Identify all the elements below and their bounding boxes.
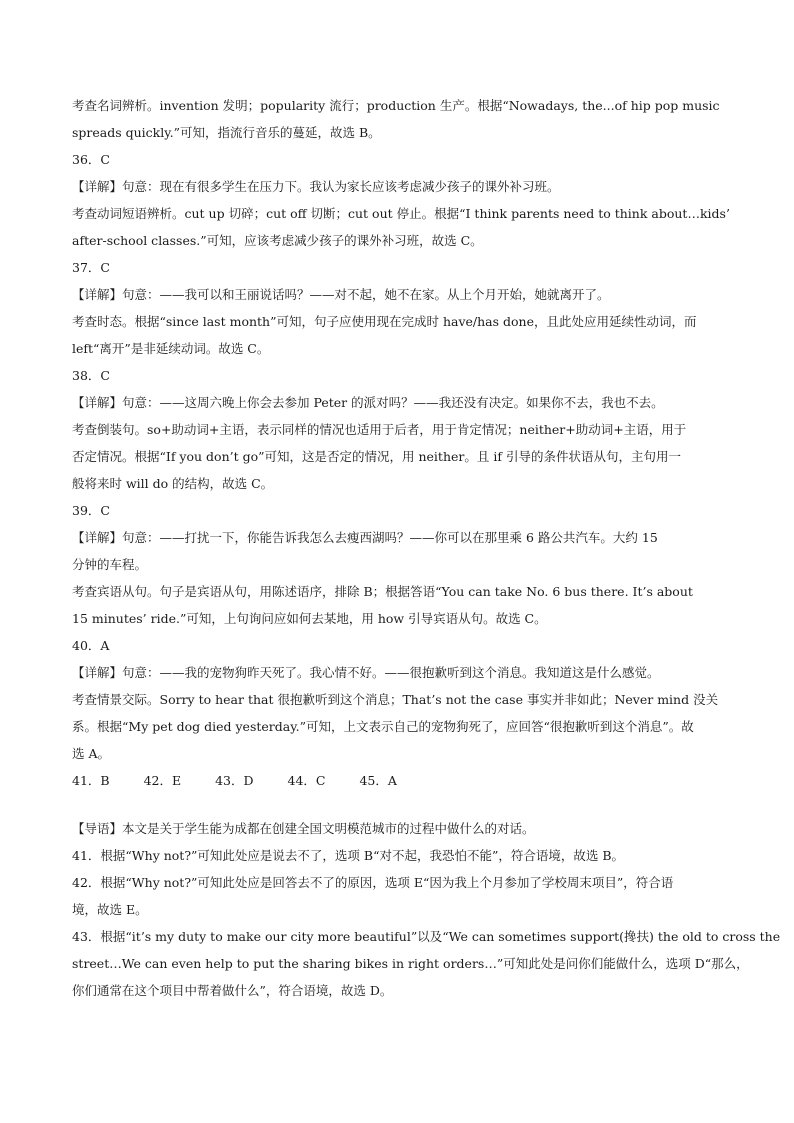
question-number: 38．C (72, 368, 110, 383)
text-line: 41．根据“Why not?”可知此处应是说去不了，选项 B“对不起，我恐怕不能”，符合语境，故选 B。 (72, 848, 625, 863)
text-line: 15 minutes’ ride.”可知，上句询问应如何去某地，用 how 引导宾语从句。故选 C。 (72, 611, 547, 626)
text-line: 否定情况。根据“If you don’t go”可知，这是否定的情况，用 neither。且 if 引导的条件状语从句，主句用一 (72, 449, 681, 464)
text-line: 考查倒装句。so+助动词+主语，表示同样的情况也适用于后者，用于肯定情况；neither+助动词+主语，用于 (72, 422, 687, 437)
text-line: 你们通常在这个项目中帮着做什么”，符合语境，故选 D。 (72, 983, 393, 998)
question-number: 36．C (72, 152, 110, 167)
text-line: 考查时态。根据“since last month”可知，句子应使用现在完成时 have/has done，且此处应用延续性动词，而 (72, 314, 697, 329)
answer-42: 42．E (143, 773, 182, 788)
answer-45: 45．A (359, 773, 397, 788)
text-line: left“离开”是非延续动词。故选 C。 (72, 341, 270, 356)
text-line: 考查动词短语辨析。cut up 切碎；cut off 切断；cut out 停止。根据“I think parents need to think about…kids’ (72, 206, 730, 221)
text-line: 考查宾语从句。句子是宾语从句，用陈述语序，排除 B；根据答语“You can take No. 6 bus there. It’s about (72, 584, 693, 599)
text-line: 考查名词辨析。invention 发明；popularity 流行；production 生产。根据“Nowadays, the...of hip pop music (72, 98, 720, 113)
text-line: spreads quickly.”可知，指流行音乐的蔓延，故选 B。 (72, 125, 381, 140)
question-number: 39．C (72, 503, 110, 518)
text-line: 【导语】本文是关于学生能为成都在创建全国文明模范城市的过程中做什么的对话。 (72, 821, 535, 836)
spacer (72, 794, 722, 815)
answer-43: 43．D (215, 773, 254, 788)
answer-41: 41．B (72, 773, 110, 788)
text-line: 境，故选 E。 (72, 902, 148, 917)
text-line: 分钟的车程。 (72, 557, 148, 572)
text-line: 【详解】句意：——我可以和王丽说话吗？——对不起，她不在家。从上个月开始，她就离开了。 (72, 287, 610, 302)
text-line: 考查情景交际。Sorry to hear that 很抱歉听到这个消息；That’s not the case 事实并非如此；Never mind 没关 (72, 692, 719, 707)
text-line: 【详解】句意：——这周六晚上你会去参加 Peter 的派对吗？——我还没有决定。如果你不去，我也不去。 (72, 395, 664, 410)
document-body (72, 92, 781, 1004)
text-line: 【详解】句意：现在有很多学生在压力下。我认为家长应该考虑减少孩子的课外补习班。 (72, 179, 560, 194)
text-line: 42．根据“Why not?”可知此处应是回答去不了的原因，选项 E“因为我上个月参加了学校周末项目”，符合语 (72, 875, 674, 890)
text-line: 选 A。 (72, 746, 111, 761)
text-line: street…We can even help to put the sharing bikes in right orders…”可知此处是问你们能做什么，选项 D“那么， (72, 956, 749, 971)
text-line: 【详解】句意：——我的宠物狗昨天死了。我心情不好。——很抱歉听到这个消息。我知道这是什么感觉。 (72, 665, 660, 680)
text-line: 【详解】句意：——打扰一下，你能告诉我怎么去瘦西湖吗？——你可以在那里乘 6 路公共汽车。大约 15 (72, 530, 658, 545)
question-number: 40．A (72, 638, 110, 653)
text-line: 般将来时 will do 的结构，故选 C。 (72, 476, 274, 491)
answer-row (72, 767, 722, 794)
text-line: after-school classes.”可知，应该考虑减少孩子的课外补习班，故选 C。 (72, 233, 483, 248)
answer-44: 44．C (287, 773, 326, 788)
text-line: 43．根据“it’s my duty to make our city more beautiful”以及“We can sometimes support(搀扶) the old to cross the (72, 929, 781, 944)
text-line: 系。根据“My pet dog died yesterday.”可知，上文表示自己的宠物狗死了，应回答“很抱歉听到这个消息”。故 (72, 719, 694, 734)
question-number: 37．C (72, 260, 110, 275)
